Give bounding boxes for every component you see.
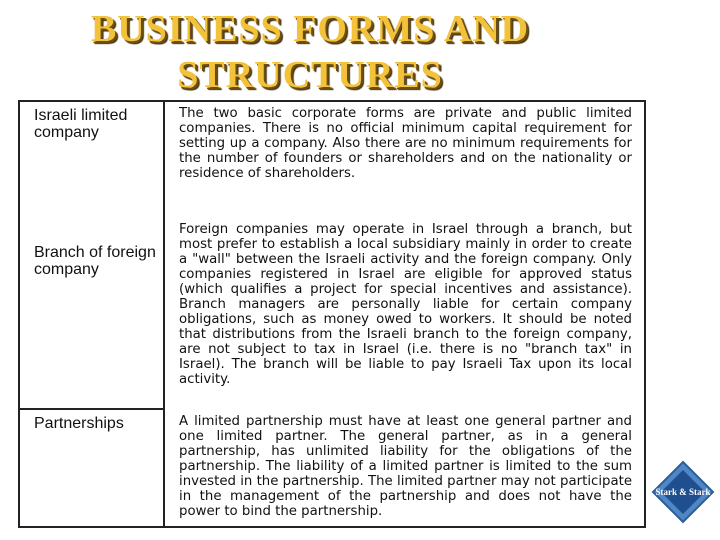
row-label-israeli-limited-company: Israeli limited company	[34, 107, 128, 141]
row-separator	[20, 408, 165, 410]
row-text-israeli-limited-company: The two basic corporate forms are private and public limited companies. There is no official minimum capital requirement for setting up a company. Also there are no minimum requirements for the number of founders or shareholders and on the nationality or residence of shareholders.	[179, 106, 632, 181]
row-text-partnerships: A limited partnership must have at least one general partner and one limited partner. The general partner, as in a general partnership, has unlimited liability for the obligations of the partnership. The liability of a limited partner is limited to the sum invested in the partnership. The limited partner may not participate in the management of the partnership and does not have the power to bind the partnership.	[179, 414, 632, 519]
title-line-2: STRUCTURES	[177, 54, 443, 96]
stark-logo	[651, 460, 715, 524]
stark-logo-diamond-icon	[651, 460, 715, 524]
row-label-branch-of-foreign-company: Branch of foreign company	[34, 244, 156, 278]
column-divider	[163, 102, 165, 526]
row-label-partnerships: Partnerships	[34, 415, 124, 432]
row-text-branch-of-foreign-company: Foreign companies may operate in Israel through a branch, but most prefer to establish a local subsidiary mainly in order to create a "wall" between the Israeli activity and the foreign company. Only companies registered in Israel are eligible for approved status (which qualifies a project for special incentives and assistance). Branch managers are personally liable for certain company obligations, such as money owed to workers. It should be noted that distributions from the Israeli branch to the foreign company, are not subject to tax in Israel (i.e. there is no "branch tax" in Israel). The branch will be liable to pay Israeli Tax upon its local activity.	[179, 222, 632, 387]
page-title	[0, 6, 620, 98]
logo-text: Stark & Stark	[655, 487, 711, 497]
title-line-1: BUSINESS FORMS AND	[90, 8, 530, 50]
